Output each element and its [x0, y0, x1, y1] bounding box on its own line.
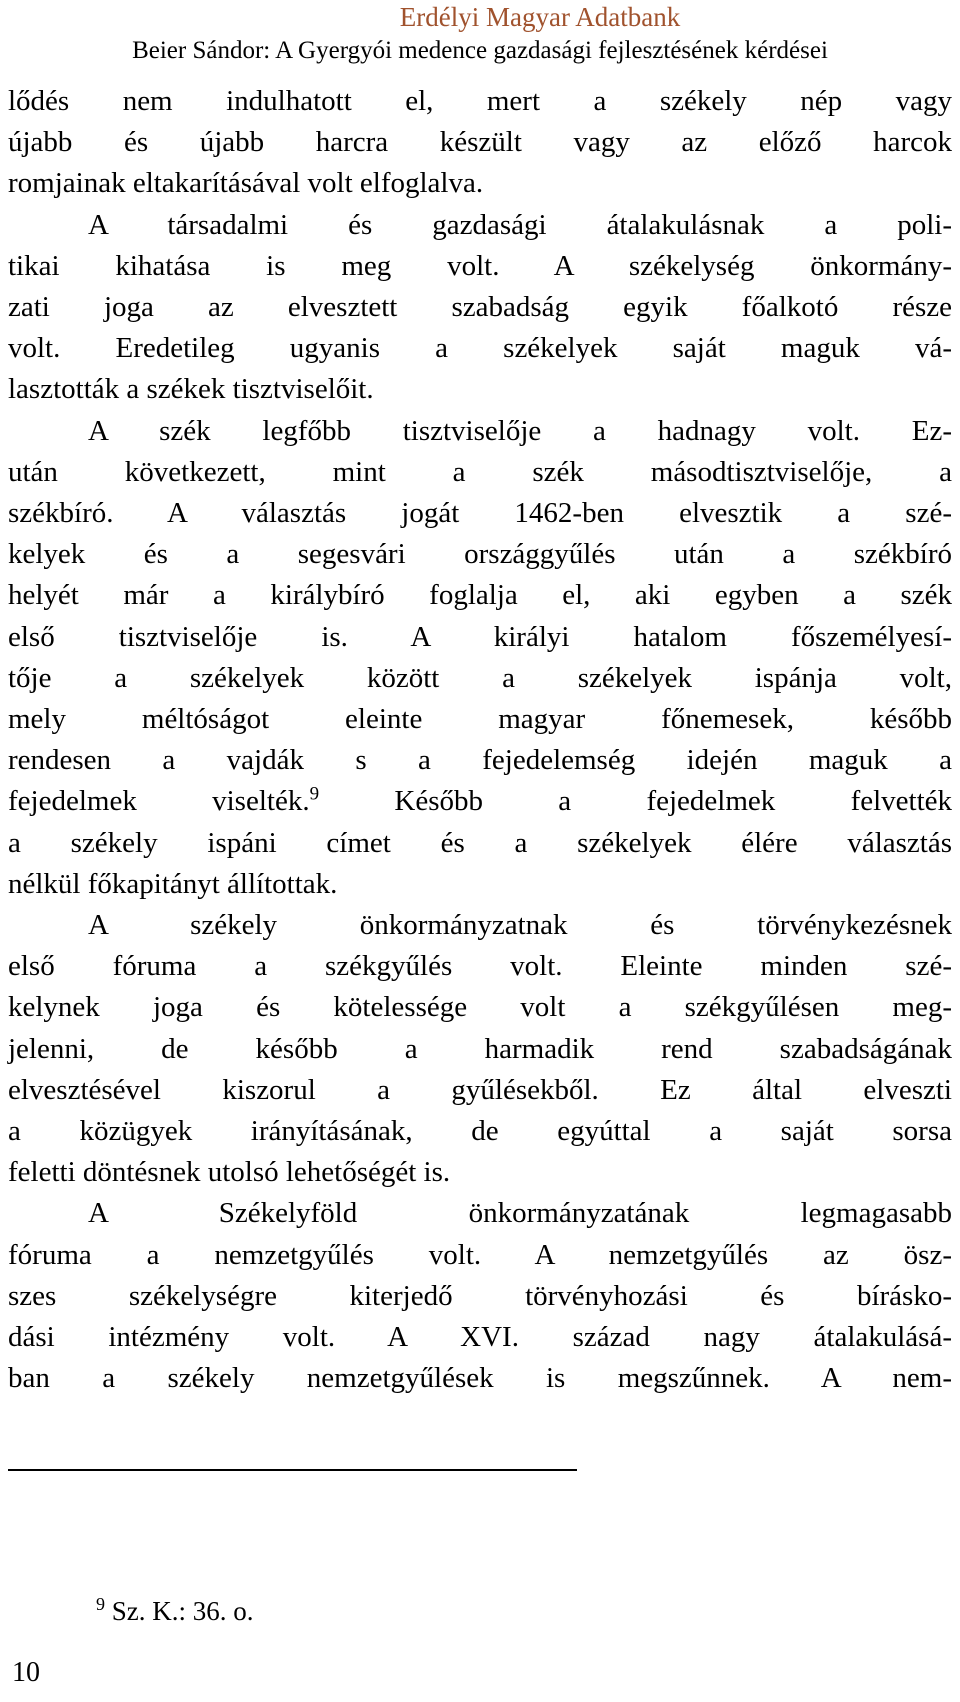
text-line: mely méltóságot eleinte magyar főnemesek, később	[8, 703, 952, 736]
body-text	[8, 81, 952, 1400]
page-header	[0, 0, 960, 66]
document-subtitle: Beier Sándor: A Gyergyói medence gazdasági fejlesztésének kérdései	[132, 37, 828, 64]
text-line: dási intézmény volt. A XVI. század nagy átalakulásá-	[8, 1321, 952, 1354]
text-line: A társadalmi és gazdasági átalakulásnak a poli-	[88, 208, 952, 241]
text-line: ban a székely nemzetgyűlések is megszűnnek. A nem-	[8, 1362, 952, 1395]
footnote	[96, 1595, 254, 1627]
footnote-reference[interactable]: 9	[309, 783, 320, 805]
text-line: a közügyek irányításának, de egyúttal a saját sorsa	[8, 1115, 952, 1148]
text-line: romjainak eltakarításával volt elfoglalva.	[8, 167, 484, 200]
text-line-with-footnote	[8, 781, 952, 822]
text-line: újabb és újabb harcra készült vagy az előző harcok	[8, 126, 952, 159]
text-line: volt. Eredetileg ugyanis a székelyek saját maguk vá-	[8, 332, 952, 365]
site-title[interactable]: Erdélyi Magyar Adatbank	[399, 2, 681, 32]
text-line: A szék legfőbb tisztviselője a hadnagy volt. Ez-	[88, 414, 952, 447]
text-fragment: fejedelmek viselték.	[8, 785, 310, 818]
footnote-text: Sz. K.: 36. o.	[105, 1596, 254, 1626]
text-line: jelenni, de később a harmadik rend szabadságának	[8, 1032, 952, 1065]
text-line: után következett, mint a szék másodtisztviselője, a	[8, 455, 952, 488]
text-line: helyét már a királybíró foglalja el, aki egyben a szék	[8, 579, 952, 612]
text-line: lasztották a székek tisztviselőit.	[8, 373, 374, 406]
text-line: a székely ispáni címet és a székelyek élére választás	[8, 826, 952, 859]
text-line: székbíró. A választás jogát 1462-ben elvesztik a szé-	[8, 497, 952, 530]
text-line: kelynek joga és kötelessége volt a székgyűlésen meg-	[8, 991, 952, 1024]
footnote-divider	[8, 1469, 577, 1471]
text-line: elvesztésével kiszorul a gyűlésekből. Ez által elveszti	[8, 1073, 952, 1106]
text-line: nélkül főkapitányt állítottak.	[8, 867, 338, 900]
text-line: tője a székelyek között a székelyek ispánja volt,	[8, 661, 952, 694]
text-line: feletti döntésnek utolsó lehetőségét is.	[8, 1156, 451, 1189]
text-line: fóruma a nemzetgyűlés volt. A nemzetgyűlés az ösz-	[8, 1238, 952, 1271]
text-line: első fóruma a székgyűlés volt. Eleinte minden szé-	[8, 950, 952, 983]
text-fragment: Később a fejedelmek felvették	[319, 785, 953, 818]
text-line: lődés nem indulhatott el, mert a székely nép vagy	[8, 85, 952, 117]
text-line: A Székelyföld önkormányzatának legmagasabb	[88, 1197, 952, 1230]
footnote-number: 9	[96, 1594, 105, 1614]
text-line: A székely önkormányzatnak és törvénykezésnek	[88, 909, 952, 942]
text-line: rendesen a vajdák s a fejedelemség idején maguk a	[8, 744, 952, 777]
text-line: tikai kihatása is meg volt. A székelység önkormány-	[8, 249, 952, 282]
page-number: 10	[12, 1657, 40, 1688]
text-line: szes székelységre kiterjedő törvényhozási és bírásko-	[8, 1279, 952, 1312]
text-line: első tisztviselője is. A királyi hatalom főszemélyesí-	[8, 620, 952, 653]
text-line: zati joga az elvesztett szabadság egyik főalkotó része	[8, 291, 952, 324]
text-line: kelyek és a segesvári országgyűlés után a székbíró	[8, 538, 952, 571]
